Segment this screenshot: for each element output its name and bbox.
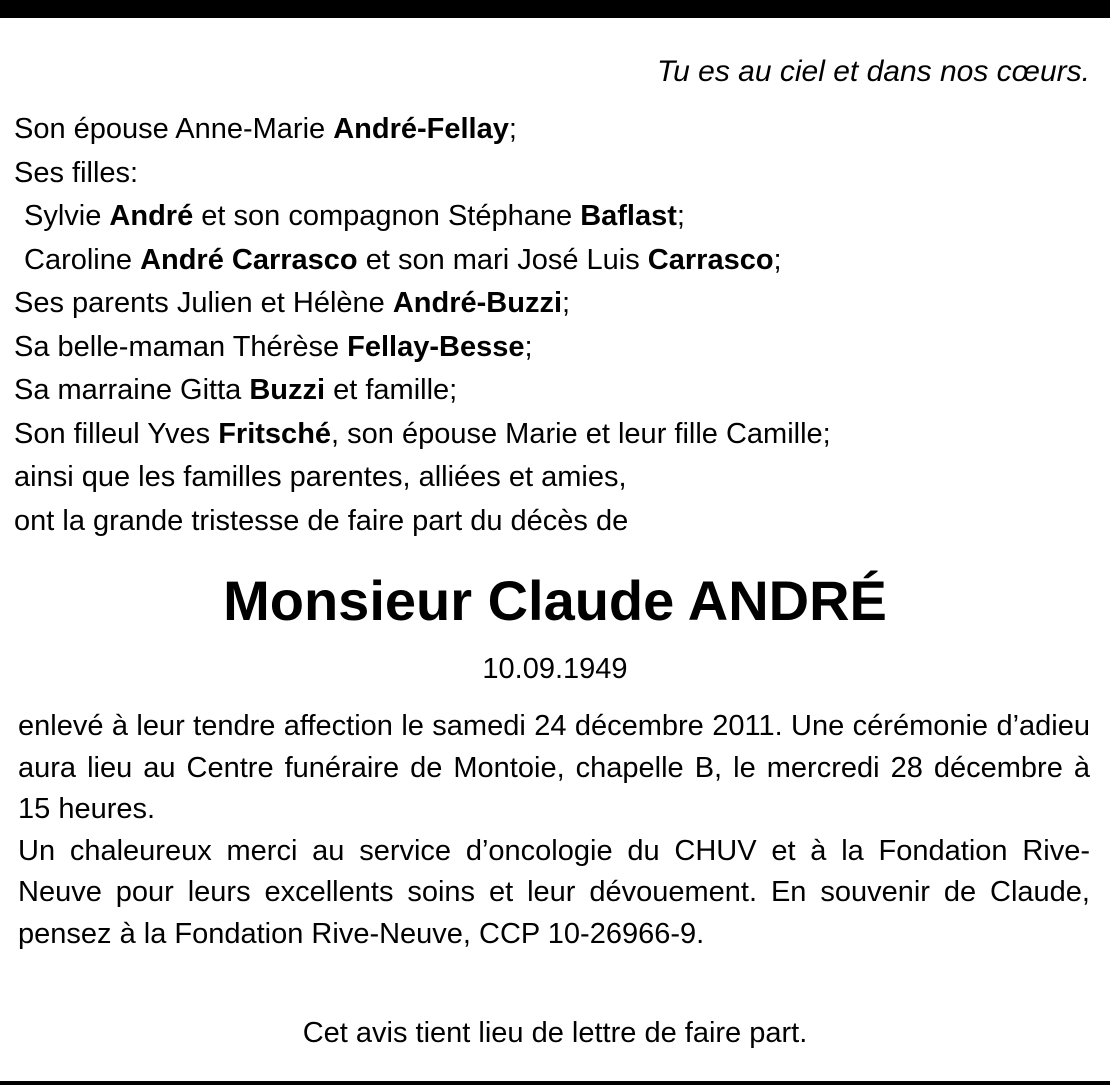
family-text: ; [562, 287, 571, 319]
family-text: ; [773, 243, 782, 276]
family-surname: Fellay-Besse [347, 330, 525, 363]
family-text: Caroline [24, 243, 141, 276]
family-line [14, 282, 1094, 326]
family-text: ; [524, 330, 533, 363]
family-text: Son épouse Anne-Marie [14, 113, 334, 145]
family-surname: André Carrasco [140, 243, 358, 276]
family-surname: Buzzi [249, 374, 326, 406]
family-text: Sa belle-maman Thérèse [14, 330, 348, 363]
closing-note: Cet avis tient lieu de lettre de faire part. [302, 1017, 808, 1049]
family-list [14, 108, 1094, 543]
announcement-paragraph: enlevé à leur tendre affection le samedi 24 décembre 2011. Une cérémonie d’adieu aura lieu au Centre funéraire de Montoie, chapelle B, le mercredi 28 décembre à 15 heures. [18, 710, 1090, 825]
family-text: ont la grande tristesse de faire part du décès de [14, 504, 629, 537]
family-text: ; [508, 113, 517, 145]
family-line [14, 456, 1094, 500]
family-line [14, 326, 1094, 370]
deceased-name: Monsieur Claude ANDRÉ [223, 569, 887, 632]
top-border-rule [0, 0, 1110, 18]
epigraph: Tu es au ciel et dans nos cœurs. [657, 55, 1090, 88]
family-text: Ses filles: [14, 156, 139, 189]
family-text: Sylvie [24, 200, 110, 232]
family-surname: Baflast [580, 200, 677, 232]
family-line [14, 195, 1094, 239]
family-text: ; [676, 200, 685, 232]
family-text: et famille; [325, 374, 458, 406]
family-text: Ses parents Julien et Hélène [14, 287, 393, 319]
family-text: ainsi que les familles parentes, alliées et amies, [14, 461, 627, 493]
family-surname: Carrasco [647, 243, 774, 276]
family-surname: André-Buzzi [392, 287, 563, 319]
family-text: et son compagnon Stéphane [193, 200, 581, 232]
birth-date: 10.09.1949 [482, 653, 628, 685]
family-line [14, 152, 1094, 196]
family-line [14, 413, 1094, 457]
bottom-border-rule [0, 1081, 1110, 1085]
announcement-body [18, 706, 1090, 955]
family-text: et son mari José Luis [357, 243, 648, 276]
family-text: Son filleul Yves [14, 417, 219, 450]
family-surname: André-Fellay [333, 113, 509, 145]
family-line [14, 500, 1094, 544]
thanks-paragraph: Un chaleureux merci au service d’oncologie du CHUV et à la Fondation Rive-Neuve pour leurs excellents soins et leur dévouement. En souvenir de Claude, pensez à la Fondation Rive-Neuve, CCP 10-26966-9. [18, 834, 1090, 950]
family-surname: Fritsché [218, 417, 332, 450]
family-line [14, 369, 1094, 413]
family-line [14, 108, 1094, 152]
family-text: , son épouse Marie et leur fille Camille; [331, 417, 831, 450]
family-line [14, 239, 1094, 283]
family-text: Sa marraine Gitta [14, 374, 250, 406]
family-surname: André [109, 200, 194, 232]
